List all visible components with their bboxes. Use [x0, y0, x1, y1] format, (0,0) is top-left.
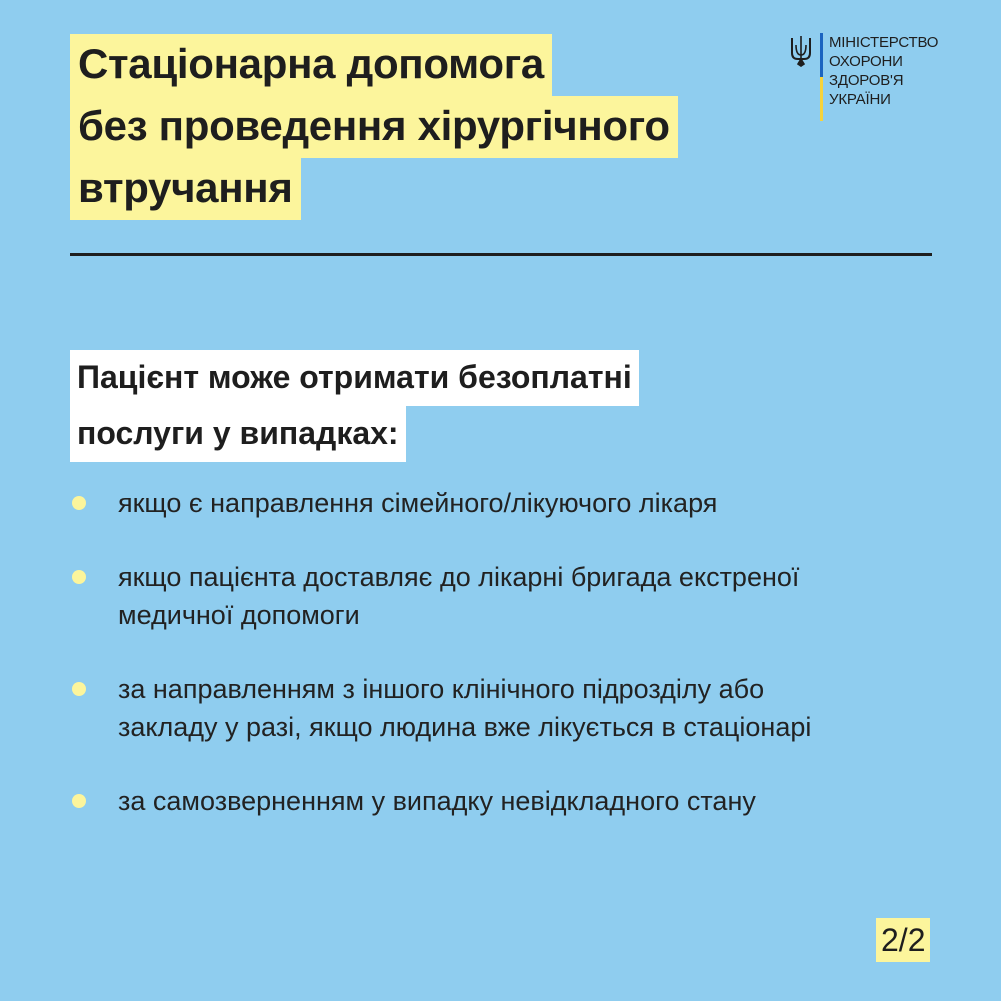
logo-line-3: ЗДОРОВ'Я [829, 72, 904, 89]
list-item-text [118, 782, 756, 820]
conditions-list [72, 484, 952, 856]
ministry-logo [790, 33, 938, 121]
list-item-line: закладу у разі, якщо людина вже лікується в стаціонарі [118, 712, 812, 742]
logo-flag-bar [820, 33, 823, 121]
bullet-icon [72, 496, 86, 510]
list-item-text [118, 558, 799, 634]
logo-line-4: УКРАЇНИ [829, 91, 891, 108]
logo-line-2: ОХОРОНИ [829, 53, 903, 70]
page-title [70, 34, 678, 220]
list-item-line: якщо є направлення сімейного/лікуючого лікаря [118, 488, 718, 518]
trident-icon [790, 35, 812, 67]
page-number: 2/2 [876, 918, 930, 962]
list-item-text [118, 484, 717, 522]
title-line-3: втручання [70, 158, 301, 220]
bullet-icon [72, 570, 86, 584]
list-item [72, 558, 952, 634]
subheading [70, 350, 639, 462]
divider [70, 253, 932, 256]
list-item-line: якщо пацієнта доставляє до лікарні бригада екстреної [118, 562, 800, 592]
subheading-line-2: послуги у випадках: [70, 406, 406, 462]
list-item [72, 670, 952, 746]
list-item-line: за направленням з іншого клінічного підрозділу або [118, 674, 765, 704]
list-item-line: медичної допомоги [118, 600, 360, 630]
logo-text [829, 33, 938, 109]
list-item-text [118, 670, 811, 746]
list-item [72, 782, 952, 820]
title-line-2: без проведення хірургічного [70, 96, 678, 158]
list-item [72, 484, 952, 522]
title-line-1: Стаціонарна допомога [70, 34, 552, 96]
list-item-line: за самозверненням у випадку невідкладного стану [118, 786, 756, 816]
bullet-icon [72, 794, 86, 808]
bullet-icon [72, 682, 86, 696]
logo-line-1: МІНІСТЕРСТВО [829, 34, 939, 51]
subheading-line-1: Пацієнт може отримати безоплатні [70, 350, 639, 406]
